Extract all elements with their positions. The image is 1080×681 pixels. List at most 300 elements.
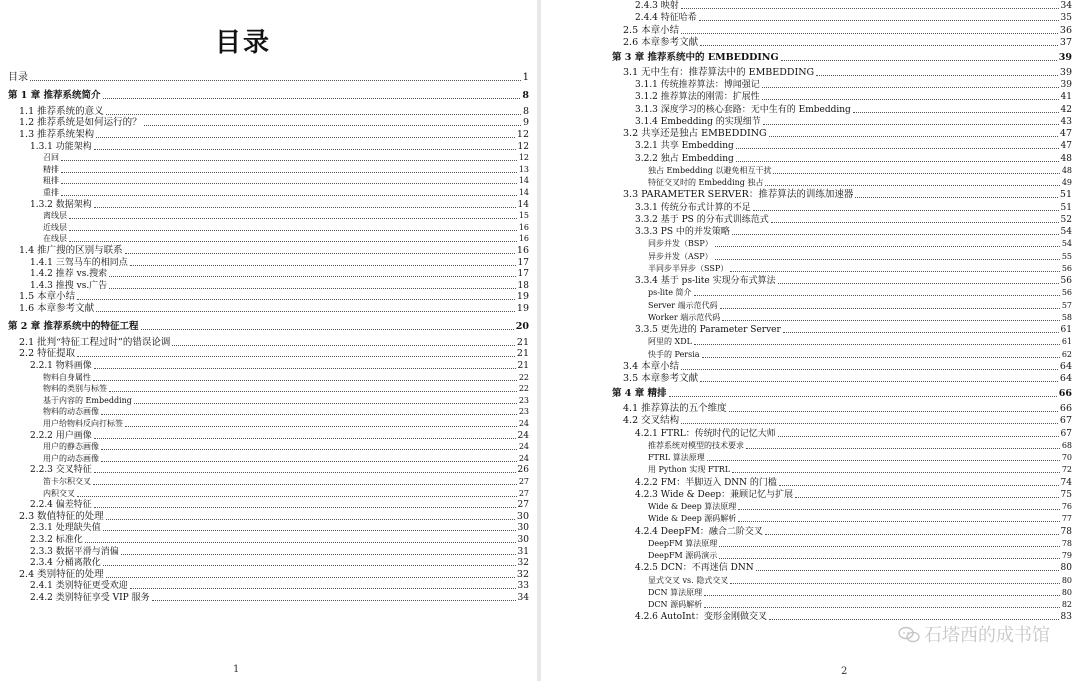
dot-leader xyxy=(730,271,1060,272)
toc-entry-page: 22 xyxy=(518,384,529,394)
toc-entry-page: 1 xyxy=(522,72,529,83)
dot-leader xyxy=(101,461,517,462)
toc-chapter-entry[interactable] xyxy=(8,91,529,101)
toc-entry-page: 33 xyxy=(517,581,529,592)
toc-entry-title: 4.2 交叉结构 xyxy=(623,415,680,427)
dot-leader xyxy=(773,173,1059,174)
toc-entry-title: 物料的类别与标签 xyxy=(43,384,107,394)
toc-entry-page: 34 xyxy=(1060,1,1072,11)
toc-entry[interactable] xyxy=(648,178,1072,188)
page-number: 2 xyxy=(841,666,848,677)
toc-entry-title: 2.2.2 用户画像 xyxy=(30,430,92,441)
toc-entry-page: 12 xyxy=(517,141,529,152)
toc-entry-page: 14 xyxy=(517,199,529,210)
toc-entry-page: 51 xyxy=(1060,202,1072,213)
toc-entry-title: 用户给物料反向打标签 xyxy=(43,419,123,428)
toc-entry[interactable] xyxy=(43,211,529,221)
toc-entry[interactable] xyxy=(648,576,1072,586)
dot-leader xyxy=(61,183,517,184)
toc-entry[interactable] xyxy=(43,407,529,417)
toc-entry[interactable] xyxy=(648,441,1072,451)
toc-entry[interactable] xyxy=(30,258,529,268)
dot-leader xyxy=(719,546,1060,547)
dot-leader xyxy=(762,99,1059,100)
dot-leader xyxy=(69,241,517,242)
toc-entry-page: 17 xyxy=(517,257,529,268)
toc-entry-title: Wide & Deep 算法原理 xyxy=(648,502,737,511)
toc-entry-title: 2.3.1 处理缺失值 xyxy=(30,523,101,534)
dot-leader xyxy=(134,403,517,404)
toc-entry-page: 56 xyxy=(1060,276,1072,286)
toc-entry-title: 1.4 推广搜的区别与联系 xyxy=(19,245,123,256)
toc-entry-title: 用户的动态画像 xyxy=(43,453,99,463)
toc-entry[interactable] xyxy=(623,190,1072,200)
toc-entry[interactable] xyxy=(43,384,529,394)
toc-entry-title: 1.2 推荐系统是如何运行的？ xyxy=(19,117,142,129)
toc-entry-title: 1.4.1 三驾马车的相同点 xyxy=(30,257,128,268)
toc-entry[interactable] xyxy=(30,200,529,210)
dot-leader xyxy=(719,558,1060,559)
toc-entry-title: 4.2.1 FTRL：传统时代的记忆大师 xyxy=(635,428,776,439)
toc-entry-title: DeepFM 算法原理 xyxy=(648,538,718,548)
toc-entry[interactable] xyxy=(623,362,1072,372)
dot-leader xyxy=(778,283,1059,284)
toc-entry[interactable] xyxy=(30,500,529,510)
toc-entry-title: 3.2.2 独占 Embedding xyxy=(635,153,734,164)
toc-entry-title: 2.3.2 标准化 xyxy=(30,535,83,545)
toc-entry-title: 1.4.2 推荐 vs.搜索 xyxy=(30,269,108,280)
toc-entry[interactable] xyxy=(635,276,1072,286)
toc-entry-title: 1.3 推荐系统架构 xyxy=(19,129,95,140)
dot-leader xyxy=(109,288,515,289)
dot-leader xyxy=(715,246,1060,247)
toc-entry-title: 2.2.1 物料画像 xyxy=(30,361,92,371)
toc-entry[interactable] xyxy=(43,176,529,186)
dot-leader xyxy=(103,98,521,99)
toc-entry-page: 80 xyxy=(1061,587,1072,597)
toc-entry[interactable] xyxy=(648,453,1072,463)
toc-entry-title: 目录 xyxy=(8,72,28,83)
toc-entry[interactable] xyxy=(19,338,529,348)
toc-entry[interactable] xyxy=(635,429,1072,439)
toc-entry[interactable] xyxy=(43,396,529,406)
dot-leader xyxy=(30,80,521,81)
toc-entry[interactable] xyxy=(648,551,1072,561)
toc-entry-page: 76 xyxy=(1061,502,1072,511)
dot-leader xyxy=(762,87,1059,88)
toc-entry-page: 51 xyxy=(1059,189,1072,201)
toc-entry[interactable] xyxy=(43,165,529,175)
toc-entry-page: 8 xyxy=(522,89,529,101)
toc-entry[interactable] xyxy=(30,281,529,291)
dot-leader xyxy=(699,20,1059,21)
toc-entry[interactable] xyxy=(648,288,1072,298)
toc-entry[interactable] xyxy=(19,349,529,359)
toc-entry-page: 18 xyxy=(517,280,529,291)
toc-entry-page: 52 xyxy=(1060,214,1072,225)
toc-entry-page: 61 xyxy=(1060,325,1072,335)
dot-leader xyxy=(704,607,1060,608)
toc-entry-title: 第 4 章 精排 xyxy=(612,388,667,399)
toc-entry-page: 66 xyxy=(1059,403,1072,414)
toc-entry[interactable] xyxy=(635,154,1072,164)
toc-entry-title: 2.3 数值特征的处理 xyxy=(19,510,104,522)
toc-entry-title: 近线层 xyxy=(43,222,67,232)
toc-entry-page: 43 xyxy=(1060,116,1072,127)
toc-entry[interactable] xyxy=(43,234,529,244)
toc-entry-page: 32 xyxy=(517,558,529,569)
dot-leader xyxy=(69,230,517,231)
toc-entry-title: 4.2.6 AutoInt：变形金刚做交叉 xyxy=(635,612,768,623)
toc-entry-page: 15 xyxy=(518,211,529,221)
dot-leader xyxy=(783,332,1059,333)
chat-bubble-icon xyxy=(898,626,920,644)
toc-entry[interactable] xyxy=(19,304,529,314)
toc-entry-title: Server 端示范代码 xyxy=(648,300,718,310)
toc-entry[interactable] xyxy=(648,264,1072,274)
toc-entry[interactable] xyxy=(648,301,1072,311)
dot-leader xyxy=(720,308,1060,309)
toc-entry-title: 快手的 Persia xyxy=(648,349,700,359)
dot-leader xyxy=(141,329,514,330)
toc-entry[interactable] xyxy=(623,416,1072,426)
toc-entry[interactable] xyxy=(648,313,1072,323)
toc-entry-page: 67 xyxy=(1059,415,1072,427)
toc-entry[interactable] xyxy=(648,502,1072,512)
toc-entry[interactable] xyxy=(19,246,529,256)
toc-heading: 目录 xyxy=(215,28,272,58)
dot-leader xyxy=(753,210,1059,211)
toc-entry[interactable] xyxy=(635,490,1072,500)
dot-leader xyxy=(61,160,517,161)
toc-entry[interactable] xyxy=(8,73,529,83)
toc-entry-page: 30 xyxy=(516,510,529,522)
toc-entry[interactable] xyxy=(623,68,1072,78)
dot-leader xyxy=(738,509,1060,510)
toc-entry-page: 13 xyxy=(518,164,529,174)
dot-leader xyxy=(172,345,515,346)
toc-entry[interactable] xyxy=(635,325,1072,335)
toc-entry-page: 58 xyxy=(1061,312,1072,322)
toc-entry[interactable] xyxy=(635,141,1072,151)
toc-entry[interactable] xyxy=(43,419,529,429)
toc-entry-page: 24 xyxy=(517,430,529,441)
toc-entry-title: 物料的动态画像 xyxy=(43,407,99,417)
toc-entry[interactable] xyxy=(30,142,529,152)
toc-entry-page: 19 xyxy=(516,291,529,303)
toc-entry[interactable] xyxy=(635,13,1072,23)
toc-entry-title: 2.4.4 特征哈希 xyxy=(635,13,697,24)
toc-entry-title: 阿里的 XDL xyxy=(648,337,692,347)
toc-entry-title: 2.2 特征提取 xyxy=(19,348,76,360)
toc-entry-page: 49 xyxy=(1061,178,1072,187)
toc-entry-title: 3.3.3 PS 中的并发策略 xyxy=(635,227,730,237)
toc-entry-title: 3.3.1 传统分布式计算的不足 xyxy=(635,202,751,213)
dot-leader xyxy=(771,222,1059,223)
toc-entry-page: 77 xyxy=(1061,514,1072,524)
toc-entry-page: 82 xyxy=(1061,600,1072,609)
toc-entry-page: 47 xyxy=(1060,141,1072,152)
toc-entry-page: 24 xyxy=(518,419,529,428)
dot-leader xyxy=(681,8,1059,9)
toc-entry-page: 80 xyxy=(1060,563,1072,574)
toc-entry[interactable] xyxy=(648,252,1072,262)
toc-entry-title: 3.3.2 基于 PS 的分布式训练范式 xyxy=(635,214,769,225)
toc-entry-page: 22 xyxy=(518,372,529,382)
toc-entry-title: 特征交叉时的 Embedding 独占 xyxy=(648,178,764,187)
toc-entry-title: 离线层 xyxy=(43,211,67,221)
dot-leader xyxy=(103,565,516,566)
toc-entry[interactable] xyxy=(30,523,529,533)
toc-entry[interactable] xyxy=(623,374,1072,384)
toc-entry-page: 56 xyxy=(1061,263,1072,273)
dot-leader xyxy=(130,588,516,589)
toc-entry-page: 30 xyxy=(517,523,529,534)
toc-entry-page: 26 xyxy=(517,465,529,476)
toc-entry-page: 17 xyxy=(517,269,529,280)
toc-entry[interactable] xyxy=(635,92,1072,102)
toc-entry-page: 83 xyxy=(1060,612,1072,623)
toc-entry-title: 4.2.4 DeepFM：融合二阶交叉 xyxy=(635,526,763,537)
toc-entry-title: 1.1 推荐系统的意义 xyxy=(19,105,104,117)
toc-entry-title: 3.1.3 深度学习的核心套路：无中生有的 Embedding xyxy=(635,104,851,115)
dot-leader xyxy=(94,368,516,369)
toc-entry[interactable] xyxy=(648,514,1072,524)
toc-entry-title: 1.6 本章参考文献 xyxy=(19,303,95,314)
toc-entry[interactable] xyxy=(19,130,529,140)
toc-entry-title: 4.2.2 FM：半脚迈入 DNN 的门槛 xyxy=(635,477,777,488)
toc-entry-page: 64 xyxy=(1059,360,1072,372)
dot-leader xyxy=(765,185,1059,186)
dot-leader xyxy=(736,148,1059,149)
dot-leader xyxy=(85,542,516,543)
toc-entry[interactable] xyxy=(648,350,1072,360)
toc-entry-page: 66 xyxy=(1058,388,1072,399)
toc-entry-title: 3.5 本章参考文献 xyxy=(623,373,699,384)
toc-entry[interactable] xyxy=(635,227,1072,237)
toc-entry[interactable] xyxy=(43,477,529,487)
toc-entry-title: 第 3 章 推荐系统中的 EMBEDDING xyxy=(612,51,779,63)
toc-entry-page: 48 xyxy=(1060,153,1072,164)
dot-leader xyxy=(765,534,1059,535)
toc-entry[interactable] xyxy=(43,442,529,452)
toc-entry[interactable] xyxy=(30,361,529,371)
toc-entry[interactable] xyxy=(30,547,529,557)
toc-entry[interactable] xyxy=(635,117,1072,127)
toc-entry[interactable] xyxy=(635,203,1072,213)
toc-entry[interactable] xyxy=(635,563,1072,573)
dot-leader xyxy=(694,295,1060,296)
toc-entry-page: 41 xyxy=(1060,92,1072,103)
dot-leader xyxy=(795,497,1058,498)
dot-leader xyxy=(694,344,1060,345)
toc-entry[interactable] xyxy=(623,404,1072,414)
dot-leader xyxy=(816,75,1058,76)
dot-leader xyxy=(715,259,1060,260)
toc-entry-title: 4.2.3 Wide & Deep：兼顾记忆与扩展 xyxy=(635,489,794,500)
toc-page-right xyxy=(541,0,1080,681)
toc-entry-page: 39 xyxy=(1059,66,1072,78)
dot-leader xyxy=(700,45,1058,46)
toc-entry-title: 用户的静态画像 xyxy=(43,442,99,452)
toc-entry-title: 笛卡尔积交叉 xyxy=(43,477,91,486)
toc-entry[interactable] xyxy=(43,188,529,198)
toc-entry[interactable] xyxy=(19,107,529,117)
toc-entry-page: 80 xyxy=(1061,575,1072,585)
toc-entry-title: 2.6 本章参考文献 xyxy=(623,36,699,48)
toc-entry[interactable] xyxy=(43,373,529,383)
toc-entry-page: 21 xyxy=(516,348,529,360)
dot-leader xyxy=(855,197,1058,198)
toc-entry[interactable] xyxy=(623,38,1072,48)
toc-entry-page: 32 xyxy=(516,568,529,580)
toc-entry-page: 48 xyxy=(1061,165,1072,175)
toc-entry[interactable] xyxy=(30,431,529,441)
toc-entry-title: 粗排 xyxy=(43,176,59,186)
dot-leader xyxy=(94,207,516,208)
toc-entry-title: 4.2.5 DCN：不再迷信 DNN xyxy=(635,563,754,574)
dot-leader xyxy=(77,299,515,300)
toc-entry-page: 37 xyxy=(1059,36,1072,48)
toc-entry[interactable] xyxy=(648,239,1072,249)
dot-leader xyxy=(121,554,516,555)
toc-entry[interactable] xyxy=(648,600,1072,610)
toc-entry-page: 12 xyxy=(516,129,529,140)
toc-entry-title: ps-lite 简介 xyxy=(648,288,692,298)
toc-entry-page: 21 xyxy=(516,336,529,348)
dot-leader xyxy=(853,112,1059,113)
toc-entry[interactable] xyxy=(30,269,529,279)
dot-leader xyxy=(781,60,1057,61)
toc-entry-title: 3.4 本章小结 xyxy=(623,360,680,372)
toc-entry-page: 35 xyxy=(1060,13,1072,24)
dot-leader xyxy=(61,172,517,173)
toc-page-left xyxy=(0,0,537,681)
dot-leader xyxy=(700,381,1058,382)
toc-entry[interactable] xyxy=(43,489,529,499)
dot-leader xyxy=(681,423,1058,424)
dot-leader xyxy=(61,195,517,196)
toc-chapter-entry[interactable] xyxy=(612,389,1072,399)
dot-leader xyxy=(69,218,517,219)
toc-entry-title: DCN 算法原理 xyxy=(648,587,703,597)
toc-entry-title: 2.3.3 数据平滑与消偏 xyxy=(30,546,119,557)
toc-entry[interactable] xyxy=(648,337,1072,347)
toc-entry-title: 同步并发（BSP） xyxy=(648,239,713,249)
dot-leader xyxy=(103,530,516,531)
toc-entry[interactable] xyxy=(30,581,529,591)
toc-entry[interactable] xyxy=(635,478,1072,488)
toc-entry-page: 68 xyxy=(1061,440,1072,450)
toc-entry[interactable] xyxy=(43,153,529,163)
toc-entry[interactable] xyxy=(30,593,529,603)
dot-leader xyxy=(130,265,516,266)
toc-entry[interactable] xyxy=(635,105,1072,115)
toc-entry-page: 36 xyxy=(1059,24,1072,36)
toc-entry[interactable] xyxy=(30,558,529,568)
toc-entry[interactable] xyxy=(19,570,529,580)
toc-entry-page: 16 xyxy=(516,245,529,256)
toc-entry[interactable] xyxy=(30,535,529,545)
toc-entry-page: 39 xyxy=(1060,80,1072,90)
dot-leader xyxy=(722,320,1060,321)
dot-leader xyxy=(730,583,1060,584)
toc-entry-page: 23 xyxy=(518,395,529,405)
dot-leader xyxy=(125,426,517,427)
toc-entry[interactable] xyxy=(30,465,529,475)
toc-entry-title: 2.5 本章小结 xyxy=(623,24,680,36)
toc-entry-page: 78 xyxy=(1061,538,1072,548)
toc-entry[interactable] xyxy=(19,292,529,302)
toc-entry-title: 独占 Embedding 以避免相互干扰 xyxy=(648,165,772,175)
dot-leader xyxy=(94,507,516,508)
toc-entry-title: 推荐系统对模型的技术要求 xyxy=(648,440,744,450)
page-number: 1 xyxy=(233,664,240,675)
toc-entry[interactable] xyxy=(648,166,1072,176)
toc-entry-page: 27 xyxy=(518,477,529,486)
toc-entry-page: 31 xyxy=(517,546,529,557)
toc-entry[interactable] xyxy=(623,26,1072,36)
toc-entry-page: 54 xyxy=(1061,239,1072,249)
dot-leader xyxy=(763,124,1059,125)
toc-entry[interactable] xyxy=(635,527,1072,537)
toc-entry[interactable] xyxy=(648,465,1072,475)
toc-chapter-entry[interactable] xyxy=(612,53,1072,63)
toc-entry-title: 精排 xyxy=(43,164,59,174)
toc-entry[interactable] xyxy=(648,539,1072,549)
toc-entry-title: 第 2 章 推荐系统中的特征工程 xyxy=(8,320,139,332)
toc-entry[interactable] xyxy=(19,512,529,522)
toc-entry-page: 12 xyxy=(518,153,529,163)
dot-leader xyxy=(77,496,517,497)
toc-entry[interactable] xyxy=(623,129,1072,139)
toc-entry[interactable] xyxy=(43,454,529,464)
toc-entry-title: 第 1 章 推荐系统简介 xyxy=(8,89,101,101)
toc-entry-page: 75 xyxy=(1060,489,1072,500)
toc-entry-page: 78 xyxy=(1060,526,1072,537)
dot-leader xyxy=(729,411,1058,412)
toc-entry-title: 召回 xyxy=(43,153,59,163)
toc-entry-page: 54 xyxy=(1060,227,1072,237)
toc-entry-page: 70 xyxy=(1061,453,1072,462)
toc-entry[interactable] xyxy=(635,80,1072,90)
toc-entry-page: 55 xyxy=(1061,251,1072,261)
toc-entry[interactable] xyxy=(635,1,1072,11)
dot-leader xyxy=(669,396,1057,397)
toc-entry[interactable] xyxy=(635,215,1072,225)
dot-leader xyxy=(704,595,1060,596)
dot-leader xyxy=(106,519,515,520)
toc-entry-title: 2.1 批判“特征工程过时”的错误论调 xyxy=(19,336,171,348)
toc-entry-title: 3.2 共享还是独占 EMBEDDING xyxy=(623,128,767,139)
toc-entry-title: 2.3.4 分桶离散化 xyxy=(30,558,101,569)
toc-entry-title: 2.4.1 类别特征更受欢迎 xyxy=(30,581,128,592)
dot-leader xyxy=(106,114,521,115)
toc-chapter-entry[interactable] xyxy=(8,322,529,332)
dot-leader xyxy=(93,484,517,485)
toc-entry[interactable] xyxy=(19,118,529,128)
dot-leader xyxy=(738,521,1060,522)
toc-entry-title: 3.1 无中生有：推荐算法中的 EMBEDDING xyxy=(623,66,815,78)
dot-leader xyxy=(109,276,515,277)
toc-entry-page: 34 xyxy=(517,593,529,603)
toc-entry-title: 3.3.4 基于 ps-lite 实现分布式算法 xyxy=(635,276,776,286)
toc-entry[interactable] xyxy=(43,223,529,233)
toc-entry-page: 23 xyxy=(518,407,529,417)
toc-entry-title: 重排 xyxy=(43,188,59,197)
toc-entry-page: 19 xyxy=(516,303,529,314)
toc-entry[interactable] xyxy=(648,588,1072,598)
